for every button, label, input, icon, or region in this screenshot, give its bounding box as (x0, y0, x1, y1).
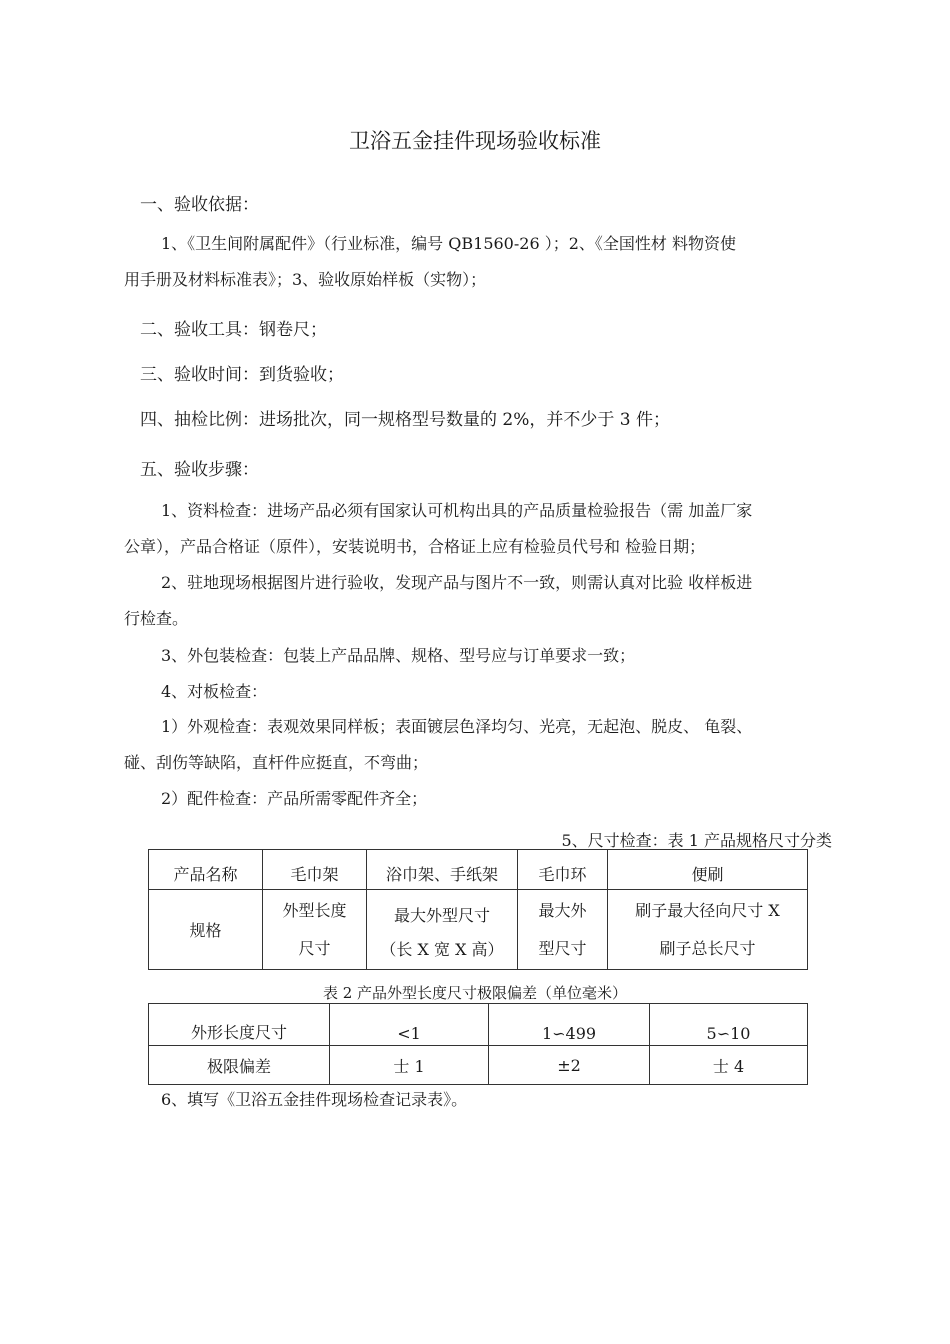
table-row (149, 1046, 808, 1085)
table-cell: 规格 (149, 890, 263, 970)
cell-line: 刷子总长尺寸 (659, 938, 756, 958)
table-cell: 5∽10 (650, 1004, 808, 1046)
cell-line: 尺寸 (298, 938, 331, 958)
section-5-heading: 五、验收步骤： (140, 460, 259, 480)
cell-line: 最大外型尺寸 (393, 905, 490, 925)
section-3: 三、验收时间：到货验收； (140, 365, 344, 385)
cell-line: 最大外 (538, 900, 587, 920)
table-cell: 士 4 (650, 1046, 808, 1085)
step-5: 5、尺寸检查：表 1 产品规格尺寸分类 (561, 831, 832, 850)
table-cell: 1∽499 (489, 1004, 650, 1046)
table-cell (608, 890, 808, 970)
cell-line: 型尺寸 (538, 938, 587, 958)
step-6: 6、填写《卫浴五金挂件现场检查记录表》。 (161, 1090, 468, 1109)
step-4-1-line-1: 1）外观检查：表观效果同样板；表面镀层色泽均匀、光亮，无起泡、脱皮、 龟裂、 (161, 717, 753, 736)
document-title: 卫浴五金挂件现场验收标准 (349, 129, 601, 153)
table-2-caption: 表 2 产品外型长度尺寸极限偏差（单位毫米） (322, 984, 628, 1002)
table-header-cell: 浴巾架、手纸架 (367, 850, 518, 890)
table-cell (367, 890, 518, 970)
step-2-line-1: 2、驻地现场根据图片进行验收，发现产品与图片不一致，则需认真对比验 收样板进 (161, 573, 753, 592)
table-cell: 外形长度尺寸 (149, 1004, 330, 1046)
step-4-1-line-2: 碰、刮伤等缺陷，直杆件应挺直，不弯曲； (124, 753, 429, 772)
step-1-line-1: 1、资料检查：进场产品必须有国家认可机构出具的产品质量检验报告（需 加盖厂家 (161, 501, 753, 520)
cell-line: （长 X 宽 X 高） (380, 939, 504, 959)
step-4: 4、对板检查： (161, 682, 268, 701)
step-1-line-2: 公章），产品合格证（原件），安装说明书，合格证上应有检验员代号和 检验日期； (124, 537, 706, 556)
table-cell: 士 1 (330, 1046, 489, 1085)
section-1-heading: 一、验收依据： (140, 195, 259, 215)
table-cell (518, 890, 608, 970)
section-1-line-2: 用手册及材料标准表》；3、验收原始样板（实物）； (124, 270, 487, 289)
section-1-line-1: 1、《卫生间附属配件》（行业标准，编号 QB1560-26 ）；2、《全国性材 料物资使 (161, 234, 736, 253)
tolerance-table (148, 1003, 808, 1085)
product-spec-table (148, 849, 808, 970)
step-2-line-2: 行检查。 (124, 609, 189, 628)
section-2: 二、验收工具：钢卷尺； (140, 320, 327, 340)
table-cell: ±2 (489, 1046, 650, 1085)
step-4-2: 2）配件检查：产品所需零配件齐全； (161, 789, 428, 808)
step-3: 3、外包装检查：包装上产品品牌、规格、型号应与订单要求一致； (161, 646, 636, 665)
table-cell (263, 890, 367, 970)
table-cell: <1 (330, 1004, 489, 1046)
table-row (149, 890, 808, 970)
table-row (149, 850, 808, 890)
table-header-cell: 毛巾环 (518, 850, 608, 890)
section-4: 四、抽检比例：进场批次，同一规格型号数量的 2%，并不少于 3 件； (140, 410, 670, 430)
table-row (149, 1004, 808, 1046)
table-header-cell: 便刷 (608, 850, 808, 890)
cell-line: 外型长度 (282, 900, 347, 920)
table-header-cell: 产品名称 (149, 850, 263, 890)
table-cell: 极限偏差 (149, 1046, 330, 1085)
cell-line: 刷子最大径向尺寸 X (635, 900, 780, 920)
table-header-cell: 毛巾架 (263, 850, 367, 890)
